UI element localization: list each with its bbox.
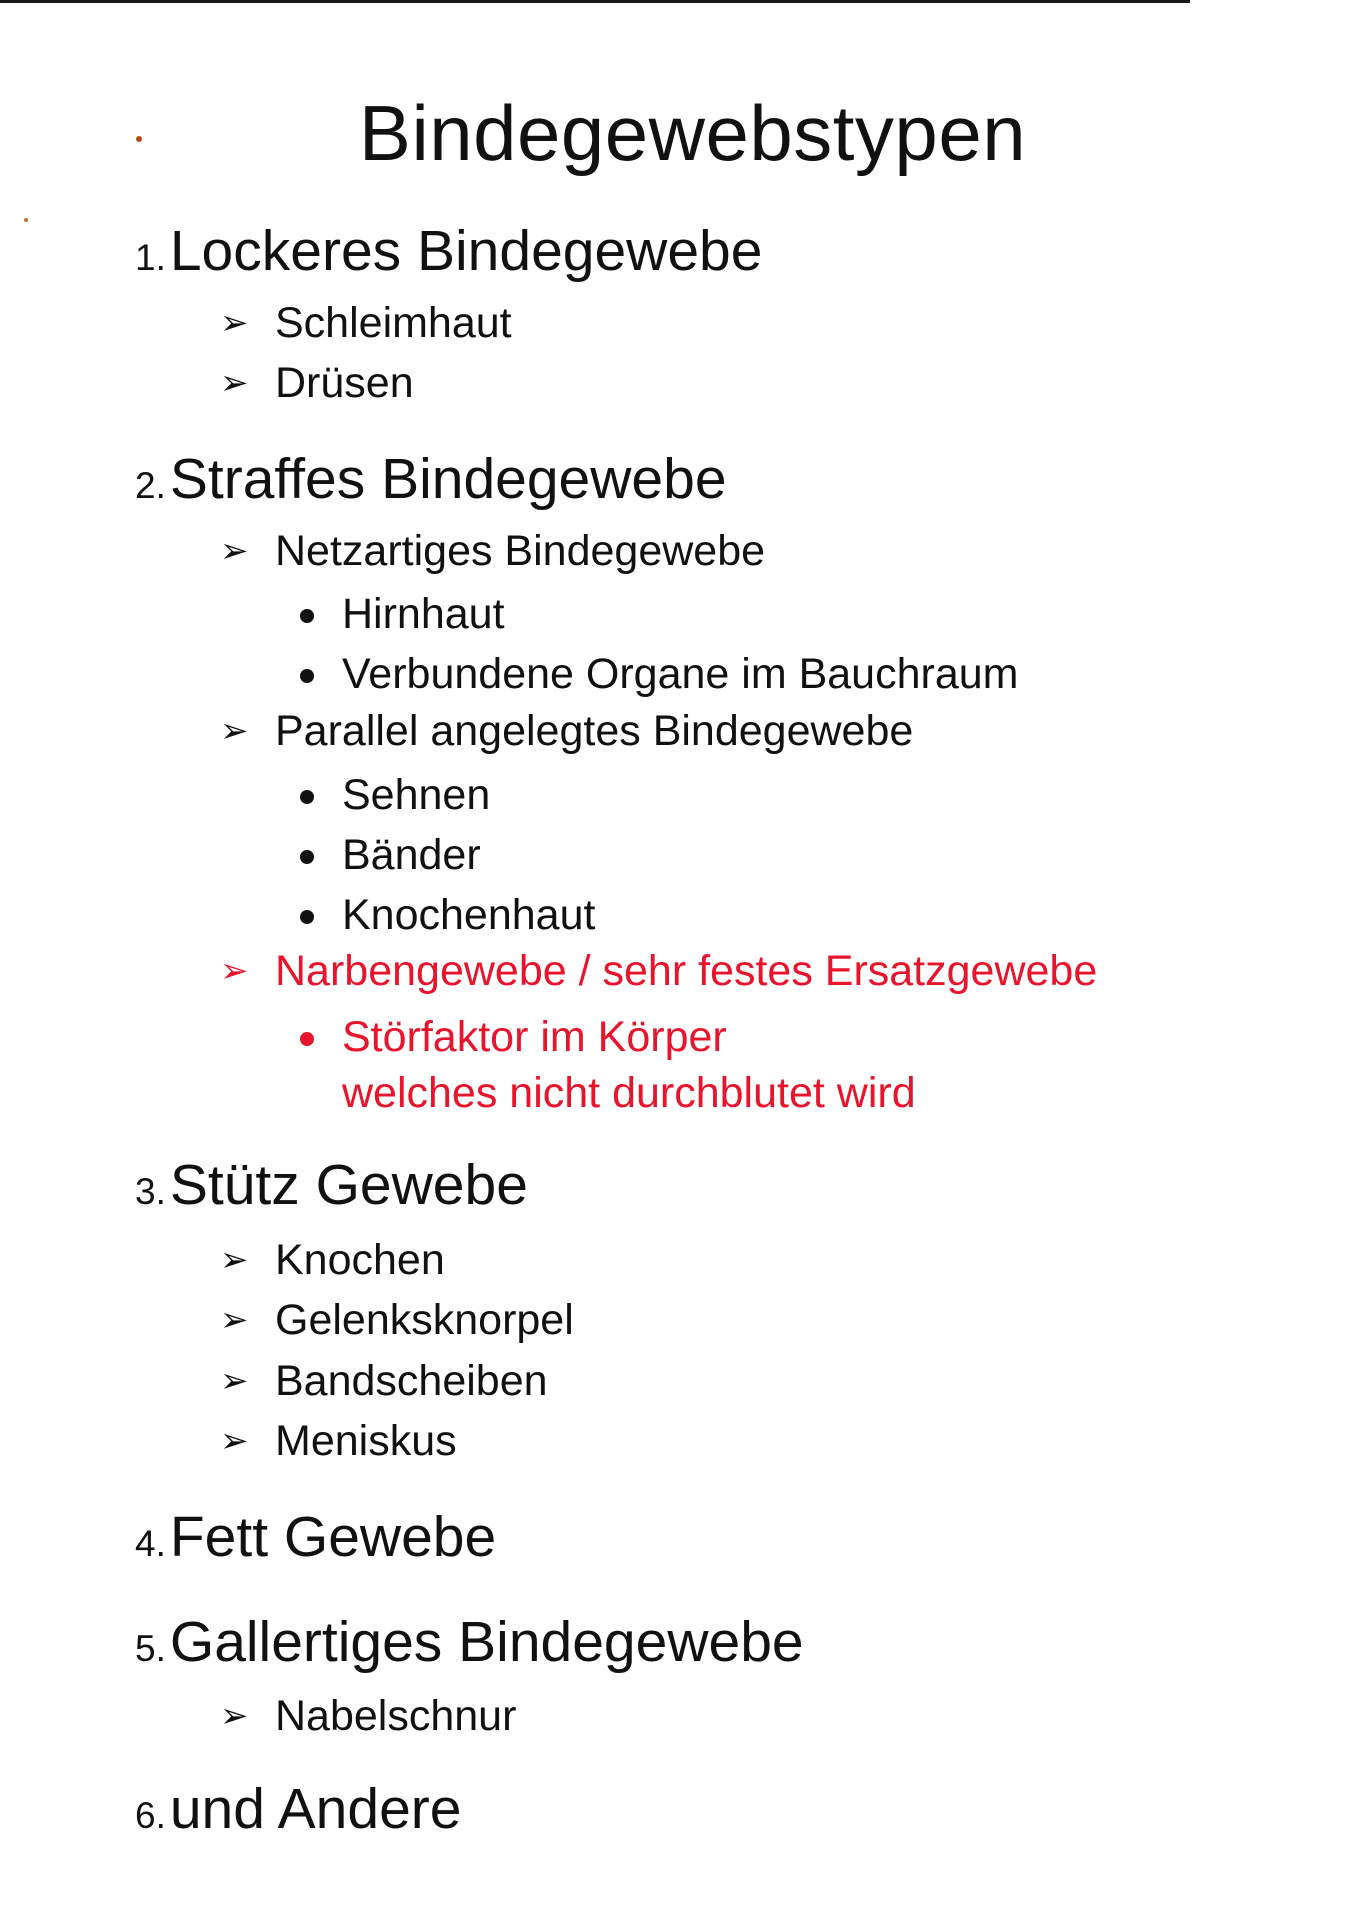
sub-list-item [300, 769, 490, 821]
arrowhead-bullet-icon: ➢ [220, 364, 249, 402]
sub-list-item-continuation [300, 1067, 916, 1119]
sub-list-item [300, 829, 481, 881]
sub-list-item-label: Hirnhaut [342, 590, 505, 638]
arrowhead-bullet-icon: ➢ [220, 952, 249, 990]
section-heading-5 [135, 1610, 804, 1681]
arrowhead-bullet-icon: ➢ [220, 1301, 249, 1339]
arrowhead-bullet-icon: ➢ [220, 1697, 249, 1735]
section-number: 4. [135, 1523, 166, 1564]
arrowhead-bullet-icon: ➢ [220, 532, 249, 570]
section-heading-6 [135, 1777, 461, 1848]
sub-list-item [300, 648, 1018, 700]
section-heading-text: Stütz Gewebe [169, 1153, 528, 1217]
scan-top-edge-line [0, 0, 1190, 3]
list-item-label: Narbengewebe / sehr festes Ersatzgewebe [275, 947, 1098, 995]
list-item [220, 1690, 516, 1742]
arrowhead-bullet-icon: ➢ [220, 1362, 249, 1400]
round-bullet-icon [300, 1032, 314, 1046]
section-number: 3. [135, 1171, 166, 1212]
sub-list-item-label: Bänder [342, 831, 481, 879]
sub-list-item-label: Störfaktor im Körper [342, 1013, 727, 1061]
section-heading-text: Fett Gewebe [169, 1505, 497, 1569]
round-bullet-icon [300, 609, 314, 623]
round-bullet-icon [300, 669, 314, 683]
list-item [220, 1294, 574, 1346]
section-heading-1 [135, 219, 762, 290]
sub-list-item-label: Knochenhaut [342, 891, 596, 939]
round-bullet-icon [300, 910, 314, 924]
list-item [220, 1234, 445, 1286]
list-item-label: Gelenksknorpel [275, 1296, 574, 1344]
section-heading-text: Straffes Bindegewebe [169, 447, 727, 511]
list-item [220, 297, 512, 349]
list-item-label: Netzartiges Bindegewebe [275, 527, 766, 575]
list-item [220, 705, 913, 757]
section-heading-text: und Andere [169, 1777, 462, 1841]
list-item-label: Knochen [275, 1236, 445, 1284]
round-bullet-icon [300, 790, 314, 804]
sub-list-item-label: Verbundene Organe im Bauchraum [342, 650, 1019, 698]
list-item-highlighted [220, 945, 1097, 997]
list-item [220, 357, 414, 409]
section-number: 1. [135, 237, 166, 278]
list-item [220, 1355, 548, 1407]
section-number: 5. [135, 1628, 166, 1669]
sub-list-item-label: Sehnen [342, 771, 491, 819]
list-item-label: Drüsen [275, 359, 414, 407]
list-item-label: Parallel angelegtes Bindegewebe [275, 707, 914, 755]
section-number: 6. [135, 1795, 166, 1836]
sub-list-item [300, 588, 505, 640]
sub-list-item [300, 889, 595, 941]
list-item-label: Meniskus [275, 1417, 457, 1465]
section-heading-2 [135, 447, 727, 518]
arrowhead-bullet-icon: ➢ [220, 304, 249, 342]
section-number: 2. [135, 465, 166, 506]
arrowhead-bullet-icon: ➢ [220, 1422, 249, 1460]
arrowhead-bullet-icon: ➢ [220, 1241, 249, 1279]
section-heading-3 [135, 1153, 528, 1224]
arrowhead-bullet-icon: ➢ [220, 712, 249, 750]
list-item-label: Nabelschnur [275, 1692, 517, 1740]
page-title: Bindegewebstypen [358, 89, 1027, 177]
section-heading-4 [135, 1505, 496, 1576]
sub-list-item-highlighted [300, 1011, 727, 1063]
section-heading-text: Gallertiges Bindegewebe [169, 1610, 804, 1674]
sub-list-item-label: welches nicht durchblutet wird [342, 1069, 916, 1117]
section-heading-text: Lockeres Bindegewebe [169, 219, 763, 283]
list-item-label: Bandscheiben [275, 1357, 548, 1405]
list-item-label: Schleimhaut [275, 299, 512, 347]
round-bullet-icon [300, 850, 314, 864]
list-item [220, 525, 765, 577]
scan-speck [24, 218, 28, 222]
list-item [220, 1415, 457, 1467]
